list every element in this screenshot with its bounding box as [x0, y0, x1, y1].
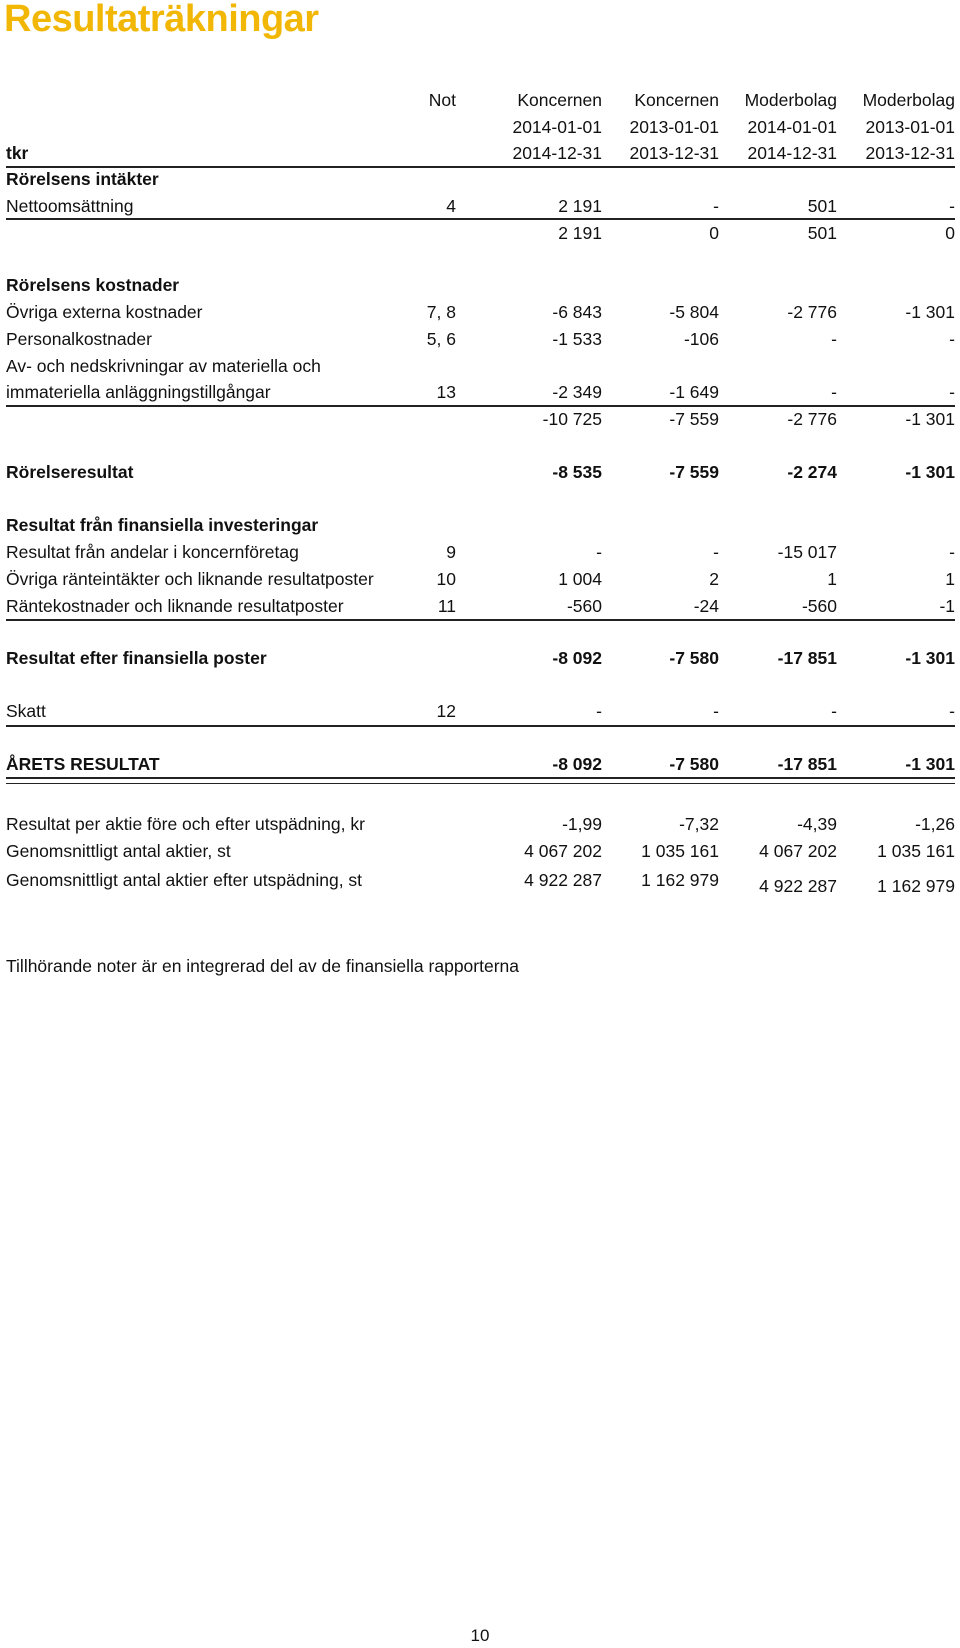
cell: -: [949, 701, 955, 721]
cell: 4 922 287: [759, 876, 837, 896]
row-label: Övriga externa kostnader: [6, 302, 203, 322]
header-not: Not: [428, 90, 456, 110]
header-divider: [6, 166, 955, 168]
total-row: [0, 462, 960, 488]
cell: -1 301: [905, 462, 955, 482]
cell: 4 922 287: [524, 870, 602, 890]
cell: -1 301: [905, 648, 955, 668]
cell: -: [949, 382, 955, 402]
row-not: 10: [436, 569, 456, 589]
subtotal-row: [0, 409, 960, 435]
cell: -: [831, 329, 837, 349]
cell: -1 301: [905, 302, 955, 322]
cell: -1 301: [905, 409, 955, 429]
cell: -560: [801, 596, 837, 616]
cell: -15 017: [777, 542, 837, 562]
cell: 4 067 202: [759, 841, 837, 861]
header-col-3: Moderbolag: [744, 90, 837, 110]
cell: -8 092: [552, 754, 602, 774]
cell: 1: [827, 569, 837, 589]
cell: -1,26: [915, 814, 955, 834]
cell: 1: [945, 569, 955, 589]
row-label: Övriga ränteintäkter och liknande resultatposter: [6, 569, 374, 589]
row-not: 9: [446, 542, 456, 562]
table-row: [0, 841, 960, 867]
divider: [6, 725, 955, 727]
cell: -1,99: [562, 814, 602, 834]
table-row: [0, 302, 960, 328]
double-divider: [6, 777, 955, 784]
header-row-from: [0, 117, 960, 143]
cell: 1 035 161: [877, 841, 955, 861]
row-label: Personalkostnader: [6, 329, 152, 349]
cell: -1 533: [552, 329, 602, 349]
cell: 2 191: [558, 196, 602, 216]
cell: -106: [683, 329, 719, 349]
header-row-columns: [0, 90, 960, 116]
table-row: [0, 870, 960, 896]
cell: -7,32: [679, 814, 719, 834]
page-title: Resultaträkningar: [4, 0, 319, 40]
cell: -8 535: [552, 462, 602, 482]
footnote: Tillhörande noter är en integrerad del av de finansiella rapporterna: [6, 956, 520, 976]
row-not: 13: [436, 382, 456, 402]
cell: -2 349: [552, 382, 602, 402]
header-from-3: 2014-01-01: [747, 117, 837, 137]
cell: -560: [566, 596, 602, 616]
header-col-4: Moderbolag: [862, 90, 955, 110]
cell: -: [831, 382, 837, 402]
cell: -2 776: [787, 302, 837, 322]
row-not: 12: [436, 701, 456, 721]
header-from-4: 2013-01-01: [865, 117, 955, 137]
total-row: [0, 648, 960, 674]
cell: -4,39: [797, 814, 837, 834]
cell: 0: [709, 223, 719, 243]
table-row: [0, 542, 960, 568]
cell: -7 559: [669, 462, 719, 482]
cell: -5 804: [669, 302, 719, 322]
cell: 4 067 202: [524, 841, 602, 861]
cell: -: [596, 701, 602, 721]
cell: -2 776: [787, 409, 837, 429]
page-number: 10: [470, 1626, 490, 1645]
row-not: 4: [446, 196, 456, 216]
cell: 2: [709, 569, 719, 589]
row-not: 7, 8: [426, 302, 456, 322]
cell: -17 851: [777, 754, 837, 774]
cell: 1 162 979: [641, 870, 719, 890]
cell: 1 035 161: [641, 841, 719, 861]
cell: -7 580: [669, 648, 719, 668]
row-label: ÅRETS RESULTAT: [6, 754, 160, 774]
cell: 0: [945, 223, 955, 243]
cell: -7 580: [669, 754, 719, 774]
row-not: 11: [437, 596, 456, 616]
row-label: Resultat per aktie före och efter utspädning, kr: [6, 814, 365, 834]
header-col-1: Koncernen: [517, 90, 602, 110]
cell: -: [596, 542, 602, 562]
row-label: Rörelseresultat: [6, 462, 134, 482]
cell: -2 274: [787, 462, 837, 482]
row-not: 5, 6: [426, 329, 456, 349]
cell: -: [713, 196, 719, 216]
header-from-1: 2014-01-01: [512, 117, 602, 137]
header-to-1: 2014-12-31: [512, 143, 602, 163]
row-label: Genomsnittligt antal aktier efter utspädning, st: [6, 870, 363, 890]
divider: [6, 619, 955, 621]
divider: [6, 405, 955, 407]
cell: -24: [693, 596, 719, 616]
heading-finansiella: Resultat från finansiella investeringar: [6, 515, 319, 535]
cell: -1 649: [669, 382, 719, 402]
cell: -10 725: [542, 409, 602, 429]
cell: -1 301: [905, 754, 955, 774]
row-label: Nettoomsättning: [6, 196, 134, 216]
unit-label: tkr: [6, 143, 29, 163]
cell: -1: [939, 596, 955, 616]
cell: 501: [807, 196, 837, 216]
header-col-2: Koncernen: [634, 90, 719, 110]
cell: -: [713, 701, 719, 721]
header-to-4: 2013-12-31: [865, 143, 955, 163]
section-heading: [0, 169, 960, 195]
row-label: Skatt: [6, 701, 46, 721]
section-heading: [0, 275, 960, 301]
table-row: [0, 701, 960, 727]
cell: -7 559: [669, 409, 719, 429]
row-label: Av- och nedskrivningar av materiella och: [6, 356, 321, 376]
header-to-2: 2013-12-31: [629, 143, 719, 163]
table-row: [0, 356, 960, 382]
cell: -8 092: [552, 648, 602, 668]
cell: -: [949, 196, 955, 216]
table-row: [0, 329, 960, 355]
header-to-3: 2014-12-31: [747, 143, 837, 163]
cell: -17 851: [777, 648, 837, 668]
heading-rorelsens-kostnader: Rörelsens kostnader: [6, 275, 180, 295]
section-heading: [0, 515, 960, 541]
table-row: [0, 569, 960, 595]
row-label: Genomsnittligt antal aktier, st: [6, 841, 231, 861]
cell: -: [949, 542, 955, 562]
row-label: Resultat från andelar i koncernföretag: [6, 542, 299, 562]
cell: -: [831, 701, 837, 721]
cell: 1 004: [558, 569, 602, 589]
cell: 501: [807, 223, 837, 243]
cell: 1 162 979: [877, 876, 955, 896]
subtotal-row: [0, 223, 960, 249]
heading-rorelsens-intakter: Rörelsens intäkter: [6, 169, 159, 189]
row-label: Räntekostnader och liknande resultatposter: [6, 596, 344, 616]
row-label: immateriella anläggningstillgångar: [6, 382, 271, 402]
header-from-2: 2013-01-01: [629, 117, 719, 137]
cell: -6 843: [552, 302, 602, 322]
divider: [6, 218, 955, 220]
cell: 2 191: [558, 223, 602, 243]
row-label: Resultat efter finansiella poster: [6, 648, 267, 668]
cell: -: [713, 542, 719, 562]
cell: -: [949, 329, 955, 349]
table-row: [0, 814, 960, 840]
